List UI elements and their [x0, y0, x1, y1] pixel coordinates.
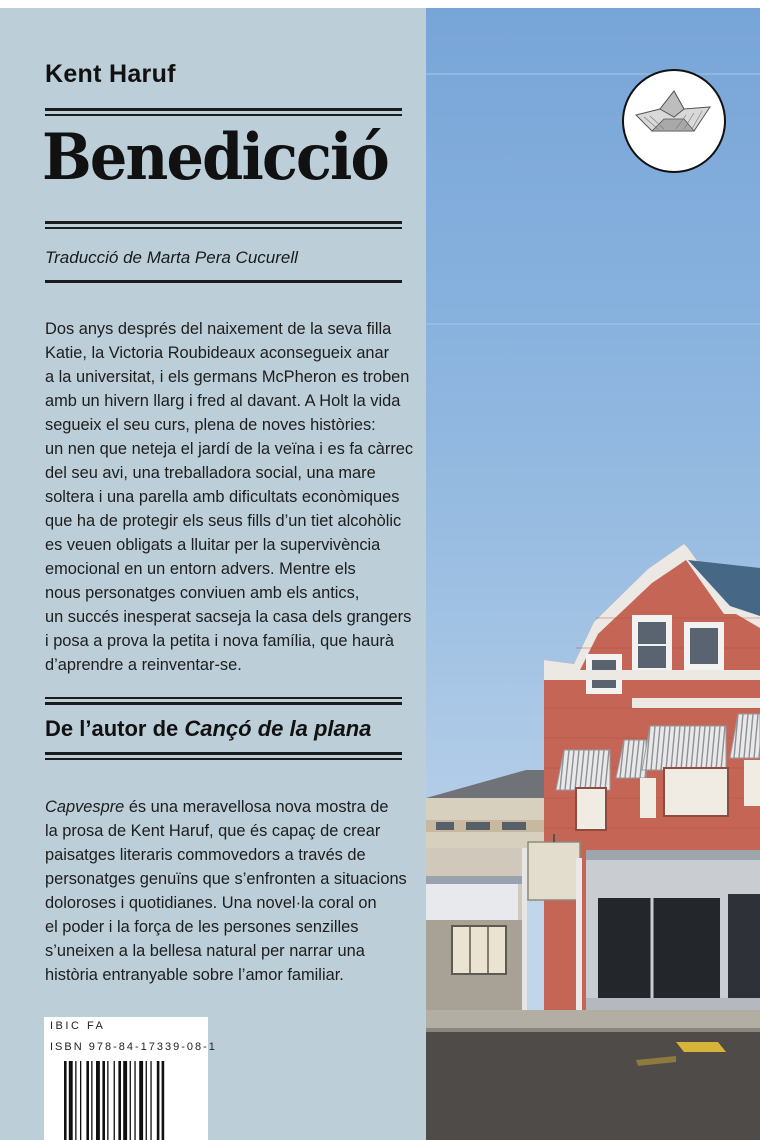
praise-line: el poder i la força de les persones senzilles: [45, 918, 359, 936]
synopsis-line: nous personatges conviuen amb els antics,: [45, 584, 360, 602]
author-tagline: [45, 716, 371, 742]
praise-work-title: Capvespre: [45, 798, 125, 816]
rule-title-thick: [45, 221, 402, 224]
book-title: Benedicció: [42, 120, 388, 195]
rule-tagline-bottom-thin: [45, 758, 402, 760]
synopsis-line: del seu avi, una treballadora social, una mare: [45, 464, 376, 482]
synopsis-line: un nen que neteja el jardí de la veïna i es fa càrrec: [45, 440, 414, 458]
barcode-icon: [64, 1061, 188, 1140]
rule-tagline-top-thick: [45, 702, 402, 705]
synopsis-line: amb un hivern llarg i fred al davant. A Holt la vida: [45, 392, 401, 410]
synopsis-line: i posa a prova la petita i nova família, que haurà: [45, 632, 394, 650]
small-town-street-photo: [426, 8, 760, 1140]
rule-top-thin: [45, 114, 402, 116]
tagline-work-title: Cançó de la plana: [184, 716, 372, 741]
synopsis-text: [45, 317, 414, 677]
tagline-prefix: De l’autor de: [45, 716, 185, 741]
rule-tagline-bottom-thick: [45, 752, 402, 755]
book-back-cover: [0, 8, 760, 1140]
synopsis-line: emocional en un entorn advers. Mentre els: [45, 560, 356, 578]
author-name: Kent Haruf: [45, 60, 176, 88]
praise-line: doloroses i quotidianes. Una novel·la coral on: [45, 894, 377, 912]
synopsis-line: es veuen obligats a lluitar per la supervivència: [45, 536, 381, 554]
ibic-code: IBIC FA: [50, 1020, 106, 1032]
synopsis-line: a la universitat, i els germans McPheron es troben: [45, 368, 410, 386]
rule-translator: [45, 280, 402, 283]
synopsis-line: segueix el seu curs, plena de noves històries:: [45, 416, 376, 434]
synopsis-line: d’aprendre a reinventar-se.: [45, 656, 242, 674]
paper-boat-icon: [624, 71, 724, 171]
text-panel: [0, 8, 426, 1140]
translator-credit: Traducció de Marta Pera Cucurell: [45, 248, 298, 267]
rule-top-thick: [45, 108, 402, 111]
praise-line: Capvespre és una meravellosa nova mostra de: [45, 798, 389, 816]
cover-photo: [426, 8, 760, 1140]
praise-line: personatges genuïns que s’enfronten a situacions: [45, 870, 407, 888]
synopsis-line: que ha de protegir els seus fills d’un tiet alcohòlic: [45, 512, 402, 530]
synopsis-line: Katie, la Victoria Roubideaux aconsegueix anar: [45, 344, 390, 362]
praise-line: la prosa de Kent Haruf, que és capaç de crear: [45, 822, 381, 840]
publisher-logo: [622, 69, 726, 173]
synopsis-line: un succés inesperat sacseja la casa dels grangers: [45, 608, 412, 626]
praise-line: s’uneixen a la bellesa natural per narrar una: [45, 942, 365, 960]
synopsis-line: Dos anys després del naixement de la seva filla: [45, 320, 392, 338]
barcode-block: [44, 1017, 217, 1140]
synopsis-line: soltera i una parella amb dificultats econòmiques: [45, 488, 400, 506]
praise-line: paisatges literaris commovedors a través de: [45, 846, 366, 864]
praise-line: història entranyable sobre l’amor familiar.: [45, 966, 344, 984]
praise-text: [45, 795, 405, 987]
isbn-number: ISBN 978-84-17339-08-1: [50, 1041, 217, 1053]
rule-title-thin: [45, 227, 402, 229]
rule-tagline-top-thin: [45, 697, 402, 699]
